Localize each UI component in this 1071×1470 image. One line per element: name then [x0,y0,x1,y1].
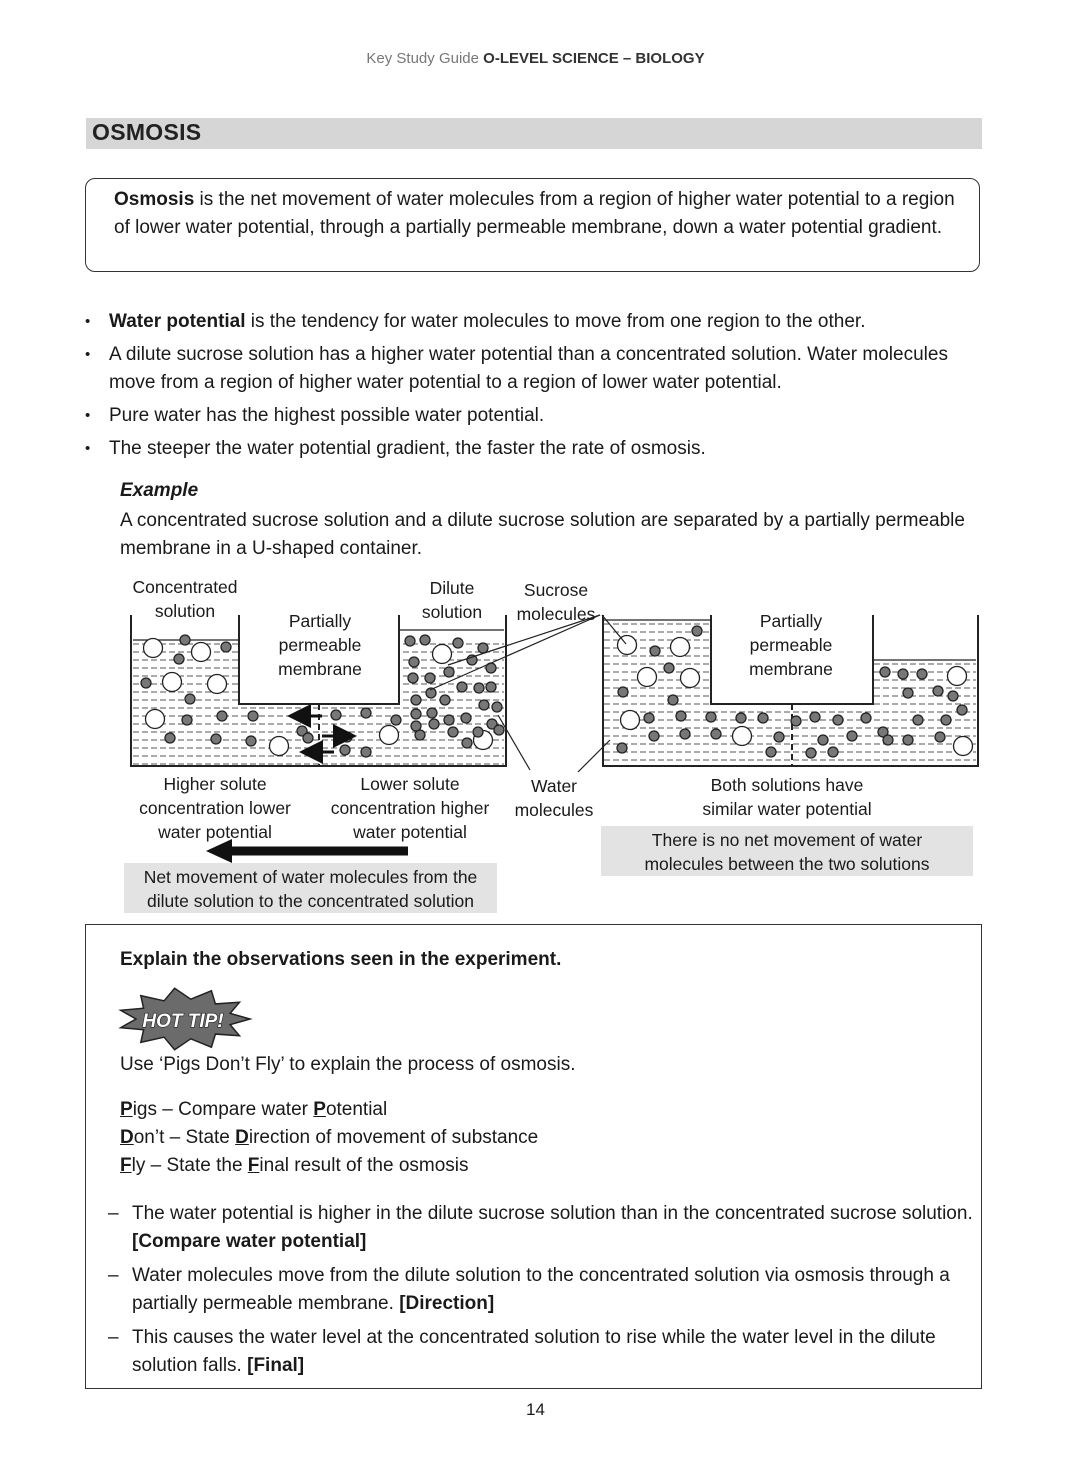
net-movement-box: Net movement of water molecules from the dilute solution to the concentrated solution [124,863,497,913]
water-molecule [361,747,371,757]
water-molecule [766,747,776,757]
page-number: 14 [526,1400,545,1419]
hot-tip-text: HOT TIP! [142,1011,224,1032]
bullet-text: is the tendency for water molecules to move from one region to the other. [245,311,866,332]
mnemonic-line: Don’t – State Direction of movement of substance [120,1127,539,1148]
water-molecule [165,733,175,743]
water-molecule [331,710,341,720]
water-molecule [221,642,231,652]
sucrose-molecule [638,668,657,687]
water-molecule [847,731,857,741]
water-molecule [818,735,828,745]
water-molecule [474,683,484,693]
definition-term: Osmosis [114,189,195,210]
label-sucrose-molecules: Sucrose molecules [516,580,596,624]
sucrose-molecule [270,737,289,756]
water-molecule [706,712,716,722]
water-molecule [649,731,659,741]
section-title: OSMOSIS [92,119,202,145]
sucrose-molecule [163,673,182,692]
water-molecule [903,688,913,698]
water-molecule [933,686,943,696]
water-molecule [411,709,421,719]
sucrose-molecule [144,639,163,658]
water-molecule [408,673,418,683]
explanation-point: – Water molecules move from the dilute solution to the concentrated solution via osmosis through a partially permeable membrane. [Direction] [108,1262,973,1318]
water-molecule [774,732,784,742]
label-lower-solute: Lower solute concentration higher water potential [330,774,490,842]
water-molecule [644,713,654,723]
water-molecule [913,715,923,725]
pointer-line [430,615,600,690]
water-molecule [453,638,463,648]
water-molecule [391,715,401,725]
no-net-movement-box: There is no net movement of water molecules between the two solutions [601,826,973,876]
water-molecule [429,719,439,729]
label-higher-solute: Higher solute concentration lower water potential [139,774,291,842]
water-molecule [883,735,893,745]
water-molecule [420,635,430,645]
sucrose-molecule [948,667,967,686]
water-molecule [617,743,627,753]
sucrose-molecule [954,737,973,756]
water-molecule [246,736,256,746]
water-molecule [861,713,871,723]
water-molecule [833,715,843,725]
hot-tip-burst-icon [118,986,254,1052]
water-molecule [461,713,471,723]
water-molecule [758,713,768,723]
water-molecule [182,715,192,725]
page-header [0,50,1071,67]
water-molecule [680,729,690,739]
water-molecule [411,695,421,705]
water-molecule [440,695,450,705]
bullet-item [85,402,985,430]
water-molecule [457,682,467,692]
water-molecule [340,745,350,755]
explanation-points [108,1200,973,1386]
water-molecule [903,735,913,745]
water-molecule [957,705,967,715]
water-molecule [425,673,435,683]
label-similar-potential: Both solutions have similar water potential [702,775,872,819]
sucrose-molecule [733,727,752,746]
bullet-text: The steeper the water potential gradient, the faster the rate of osmosis. [109,438,706,459]
section-title-bar [86,118,982,149]
water-molecule [650,646,660,656]
explain-question: Explain the observations seen in the experiment. [120,949,562,970]
sucrose-molecule [146,710,165,729]
water-molecule [462,738,472,748]
mnemonic-line: Fly – State the Final result of the osmosis [120,1155,469,1176]
sucrose-molecule [618,636,637,655]
water-molecule [361,708,371,718]
label-membrane-left: Partially permeable membrane [278,611,362,679]
water-molecule [494,725,504,735]
bullet-text: Pure water has the highest possible water potential. [109,405,545,426]
water-molecule [664,663,674,673]
label-concentrated-solution: Concentrated solution [132,577,238,621]
water-molecule [211,734,221,744]
water-molecule [479,700,489,710]
example-label: Example [120,480,199,501]
water-molecule [427,708,437,718]
water-molecule [444,667,454,677]
pointer-line [578,740,610,772]
water-molecule [409,657,419,667]
bullet-bold: Water potential [109,311,246,332]
sucrose-molecule [671,638,690,657]
hot-tip-badge [118,986,254,1057]
pointer-line [498,715,530,770]
water-molecule [791,716,801,726]
example-text: A concentrated sucrose solution and a dilute sucrose solution are separated by a partially permeable membrane in a U-shaped container. [120,510,965,559]
sucrose-molecule [380,726,399,745]
water-molecule [141,678,151,688]
water-molecule [676,711,686,721]
water-molecule [810,712,820,722]
water-molecule [411,721,421,731]
mnemonic-line: Pigs – Compare water Potential [120,1099,388,1120]
label-water-molecules: Water molecules [514,776,594,820]
explanation-point: – The water potential is higher in the dilute sucrose solution than in the concentrated sucrose solution. [Compare water potential] [108,1200,973,1256]
sucrose-molecule [433,645,452,664]
water-molecule [473,727,483,737]
water-molecule [444,715,454,725]
bullet-item [85,308,985,336]
sucrose-molecule [621,711,640,730]
water-molecule [492,702,502,712]
mnemonic-list [120,1096,538,1180]
water-molecule [180,635,190,645]
sucrose-molecule [681,669,700,688]
water-molecule [217,711,227,721]
water-molecule [618,687,628,697]
sucrose-molecule [208,675,227,694]
water-molecule [185,694,195,704]
label-dilute-solution: Dilute solution [421,578,483,622]
water-molecule [174,654,184,664]
bullet-list [85,308,985,468]
water-molecule [948,691,958,701]
header-prefix: Key Study Guide [366,50,479,67]
water-molecule [898,669,908,679]
water-molecule [248,711,258,721]
water-molecule [828,747,838,757]
definition-box [85,178,980,272]
explanation-point: – This causes the water level at the concentrated solution to rise while the water level in the dilute solution falls. [Final] [108,1324,973,1380]
water-molecule [448,727,458,737]
water-molecule [711,729,721,739]
water-molecule [935,732,945,742]
bullet-item [85,341,985,397]
definition-text: is the net movement of water molecules from a region of higher water potential to a region of lower water potential, through a partially permeable membrane, down a water potential gradient. [114,189,955,238]
sucrose-molecule [192,643,211,662]
water-molecule [478,643,488,653]
water-molecule [880,667,890,677]
water-molecule [303,733,313,743]
use-line: Use ‘Pigs Don’t Fly’ to explain the process of osmosis. [120,1054,576,1075]
header-title: O-LEVEL SCIENCE – BIOLOGY [483,50,705,67]
bullet-item [85,435,985,463]
water-molecule [917,669,927,679]
water-molecule [692,626,702,636]
bullet-text: A dilute sucrose solution has a higher water potential than a concentrated solution. Water molecules move from a region of higher water potential to a region of lower water potential. [109,344,948,393]
water-molecule [668,695,678,705]
water-molecule [941,715,951,725]
water-molecule [405,636,415,646]
water-molecule [806,748,816,758]
water-molecule [486,682,496,692]
label-membrane-right: Partially permeable membrane [749,611,833,679]
water-molecule [736,713,746,723]
